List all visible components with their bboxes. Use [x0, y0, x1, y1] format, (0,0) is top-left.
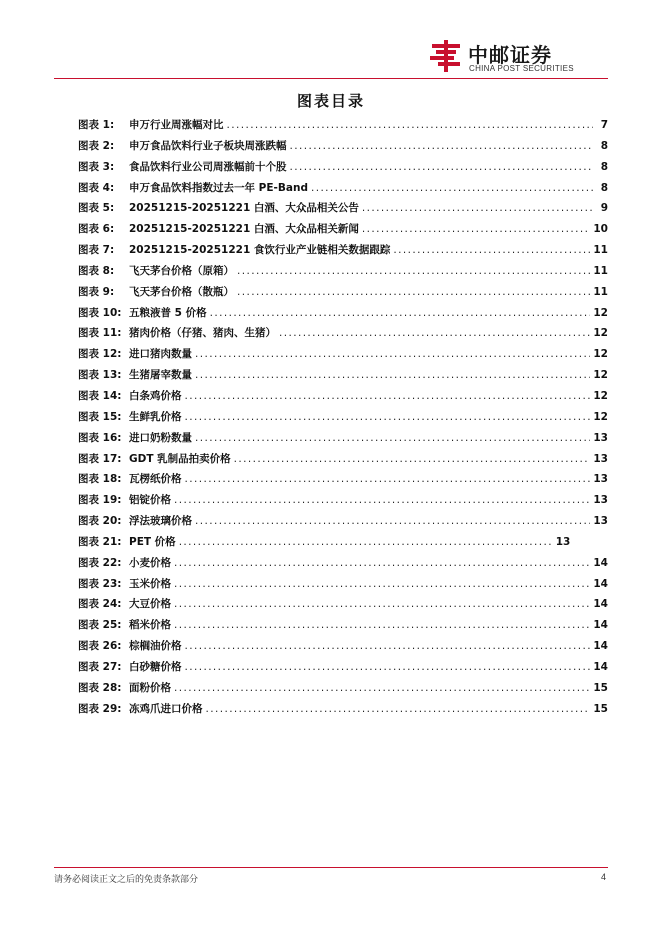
- toc-entry-label: 图表 18:: [78, 473, 122, 486]
- toc-entry-label: 图表 3:: [78, 160, 115, 173]
- toc-entry-title: 五粮液普 5 价格: [129, 306, 207, 319]
- toc-entry-label: 图表 17:: [78, 452, 122, 465]
- toc-entry-title: 食品饮料行业公司周涨幅前十个股: [129, 160, 287, 173]
- logo-chinese-name: 中邮证券: [468, 43, 552, 67]
- toc-leader-dots: [195, 432, 590, 444]
- toc-leader-dots: [237, 286, 590, 298]
- toc-entry[interactable]: [78, 200, 608, 221]
- toc-entry-title: 浮法玻璃价格: [129, 515, 192, 528]
- toc-entry-label: 图表 25:: [78, 619, 122, 632]
- toc-leader-dots: [290, 161, 594, 173]
- toc-entry-title: 瓦楞纸价格: [129, 473, 182, 486]
- toc-entry-label: 图表 9:: [78, 285, 115, 298]
- toc-entry-page: 13: [593, 431, 608, 444]
- toc-entry[interactable]: [78, 138, 608, 159]
- toc-entry-page: 15: [593, 702, 608, 715]
- toc-entry-label: 图表 10:: [78, 306, 122, 319]
- toc-leader-dots: [237, 265, 590, 277]
- toc-entry[interactable]: [78, 305, 608, 326]
- toc-leader-dots: [210, 307, 591, 319]
- toc-entry[interactable]: [78, 680, 608, 701]
- toc-entry-page: 13: [593, 452, 608, 465]
- toc-entry-page: 13: [593, 515, 608, 528]
- toc-entry-label: 图表 19:: [78, 494, 122, 507]
- toc-leader-dots: [195, 369, 590, 381]
- toc-entry-page: 8: [600, 181, 608, 194]
- toc-entry-label: 图表 8:: [78, 264, 115, 277]
- toc-leader-dots: [174, 619, 590, 631]
- toc-entry-page: 13: [593, 494, 608, 507]
- toc-entry-title: 玉米价格: [129, 577, 171, 590]
- toc-entry-label: 图表 29:: [78, 702, 122, 715]
- toc-entry[interactable]: [78, 701, 608, 722]
- toc-entry-label: 图表 14:: [78, 389, 122, 402]
- toc-entry-title: 大豆价格: [129, 598, 171, 611]
- toc-leader-dots: [195, 348, 590, 360]
- toc-entry-label: 图表 27:: [78, 660, 122, 673]
- footer-divider: [54, 867, 608, 868]
- toc-entry-label: 图表 26:: [78, 640, 122, 653]
- toc-entry-page: 14: [593, 640, 608, 653]
- toc-leader-dots: [174, 598, 590, 610]
- toc-entry-title: 猪肉价格（仔猪、猪肉、生猪）: [129, 327, 276, 340]
- toc-entry[interactable]: [78, 596, 608, 617]
- toc-entry-title: 生猪屠宰数量: [129, 369, 192, 382]
- toc-entry-page: 12: [593, 306, 608, 319]
- toc-entry[interactable]: [78, 346, 608, 367]
- toc-entry-title: 面粉价格: [129, 681, 171, 694]
- toc-entry-label: 图表 12:: [78, 348, 122, 361]
- toc-entry-label: 图表 1:: [78, 119, 115, 131]
- toc-leader-dots: [279, 327, 590, 339]
- table-of-figures: [78, 117, 608, 721]
- toc-leader-dots: [185, 411, 591, 423]
- toc-entry-page: 14: [593, 598, 608, 611]
- page-header: [54, 38, 608, 78]
- toc-entry-page: 12: [593, 327, 608, 340]
- toc-leader-dots: [174, 682, 590, 694]
- toc-entry-page: 11: [593, 285, 608, 298]
- toc-entry[interactable]: [78, 284, 608, 305]
- toc-leader-dots: [174, 494, 590, 506]
- logo-english-name: CHINA POST SECURITIES: [469, 64, 574, 73]
- toc-entry-page: 13: [593, 473, 608, 486]
- toc-entry-title: 飞天茅台价格（原箱）: [129, 264, 234, 277]
- toc-entry-page: 11: [593, 244, 608, 257]
- toc-entry-title: GDT 乳制品拍卖价格: [129, 452, 231, 465]
- toc-entry[interactable]: [78, 638, 608, 659]
- toc-entry-label: 图表 7:: [78, 244, 115, 257]
- toc-entry-title: 20251215-20251221 白酒、大众品相关新闻: [129, 223, 359, 236]
- toc-entry-label: 图表 13:: [78, 369, 122, 382]
- toc-leader-dots: [311, 182, 593, 194]
- toc-entry-label: 图表 24:: [78, 598, 122, 611]
- toc-entry-label: 图表 15:: [78, 410, 122, 423]
- toc-leader-dots: [174, 578, 590, 590]
- toc-leader-dots: [179, 536, 553, 548]
- toc-entry-page: 14: [593, 660, 608, 673]
- toc-entry-page: 8: [600, 139, 608, 152]
- toc-entry-label: 图表 16:: [78, 431, 122, 444]
- toc-entry[interactable]: [78, 325, 608, 346]
- company-logo: [428, 38, 608, 78]
- toc-entry-title: 20251215-20251221 食饮行业产业链相关数据跟踪: [129, 244, 391, 257]
- toc-leader-dots: [185, 390, 591, 402]
- toc-entry-title: 20251215-20251221 白酒、大众品相关公告: [129, 202, 359, 215]
- footer-disclaimer: 请务必阅读正文之后的免责条款部分: [54, 875, 199, 885]
- toc-leader-dots: [195, 515, 590, 527]
- toc-entry[interactable]: [78, 513, 608, 534]
- toc-entry-label: 图表 4:: [78, 181, 115, 194]
- toc-entry-label: 图表 6:: [78, 223, 115, 236]
- toc-entry-title: PET 价格: [129, 535, 176, 548]
- toc-entry-label: 图表 5:: [78, 202, 115, 215]
- toc-entry[interactable]: [78, 492, 608, 513]
- toc-entry-title: 白砂糖价格: [129, 660, 182, 673]
- toc-entry-page: 12: [593, 369, 608, 382]
- toc-entry-title: 进口猪肉数量: [129, 348, 192, 361]
- toc-entry-title: 小麦价格: [129, 556, 171, 569]
- toc-entry-title: 申万行业周涨幅对比: [129, 119, 224, 131]
- toc-entry-page: 12: [593, 410, 608, 423]
- toc-entry-title: 申万食品饮料行业子板块周涨跌幅: [129, 139, 287, 152]
- toc-leader-dots: [362, 223, 590, 235]
- toc-entry-page: 13: [555, 535, 571, 548]
- toc-leader-dots: [185, 640, 591, 652]
- toc-entry-title: 冻鸡爪进口价格: [129, 702, 203, 715]
- toc-entry[interactable]: [78, 576, 608, 597]
- toc-entry[interactable]: [78, 159, 608, 180]
- toc-entry-page: 10: [593, 223, 608, 236]
- toc-entry-label: 图表 11:: [78, 327, 122, 340]
- toc-entry-page: 12: [593, 389, 608, 402]
- toc-entry-label: 图表 22:: [78, 556, 122, 569]
- toc-entry-page: 11: [593, 264, 608, 277]
- toc-entry-page: 7: [600, 119, 608, 131]
- toc-entry[interactable]: [78, 221, 608, 242]
- toc-entry-label: 图表 2:: [78, 139, 115, 152]
- toc-leader-dots: [185, 661, 591, 673]
- toc-entry-page: 14: [593, 577, 608, 590]
- toc-entry[interactable]: [78, 242, 608, 263]
- toc-entry-title: 白条鸡价格: [129, 389, 182, 402]
- toc-leader-dots: [174, 557, 590, 569]
- header-divider: [54, 78, 608, 79]
- toc-entry[interactable]: [78, 451, 608, 472]
- toc-leader-dots: [290, 140, 594, 152]
- toc-entry[interactable]: [78, 388, 608, 409]
- toc-leader-dots: [362, 202, 593, 214]
- toc-entry[interactable]: [78, 117, 608, 138]
- toc-leader-dots: [185, 473, 591, 485]
- toc-entry[interactable]: [78, 180, 608, 201]
- toc-entry[interactable]: [78, 659, 608, 680]
- toc-entry-title: 铝锭价格: [129, 494, 171, 507]
- toc-entry-title: 飞天茅台价格（散瓶）: [129, 285, 234, 298]
- toc-entry-page: 14: [593, 619, 608, 632]
- toc-entry-title: 棕榈油价格: [129, 640, 182, 653]
- toc-entry[interactable]: [78, 555, 608, 576]
- toc-entry-page: 15: [593, 681, 608, 694]
- toc-entry[interactable]: [78, 409, 608, 430]
- footer-page-number: 4: [600, 872, 606, 882]
- toc-entry-page: 14: [593, 556, 608, 569]
- toc-entry[interactable]: [78, 430, 608, 451]
- toc-entry-label: 图表 28:: [78, 681, 122, 694]
- toc-entry-label: 图表 20:: [78, 515, 122, 528]
- toc-entry-title: 生鲜乳价格: [129, 410, 182, 423]
- toc-entry-label: 图表 23:: [78, 577, 122, 590]
- toc-entry-page: 8: [600, 160, 608, 173]
- toc-entry-title: 进口奶粉数量: [129, 431, 192, 444]
- toc-entry-page: 9: [600, 202, 608, 215]
- toc-entry-label: 图表 21:: [78, 535, 122, 548]
- toc-entry-page: 12: [593, 348, 608, 361]
- toc-entry[interactable]: [78, 263, 608, 284]
- toc-entry[interactable]: [78, 471, 608, 492]
- toc-entry-title: 稻米价格: [129, 619, 171, 632]
- toc-leader-dots: [227, 119, 594, 131]
- page-title: 图表目录: [296, 92, 365, 110]
- toc-leader-dots: [393, 244, 590, 256]
- toc-leader-dots: [234, 453, 591, 465]
- toc-leader-dots: [206, 703, 591, 715]
- toc-entry[interactable]: [78, 534, 608, 555]
- toc-entry[interactable]: [78, 367, 608, 388]
- toc-entry[interactable]: [78, 617, 608, 638]
- toc-entry-title: 申万食品饮料指数过去一年 PE-Band: [129, 181, 308, 194]
- china-post-logo-icon: [428, 38, 464, 74]
